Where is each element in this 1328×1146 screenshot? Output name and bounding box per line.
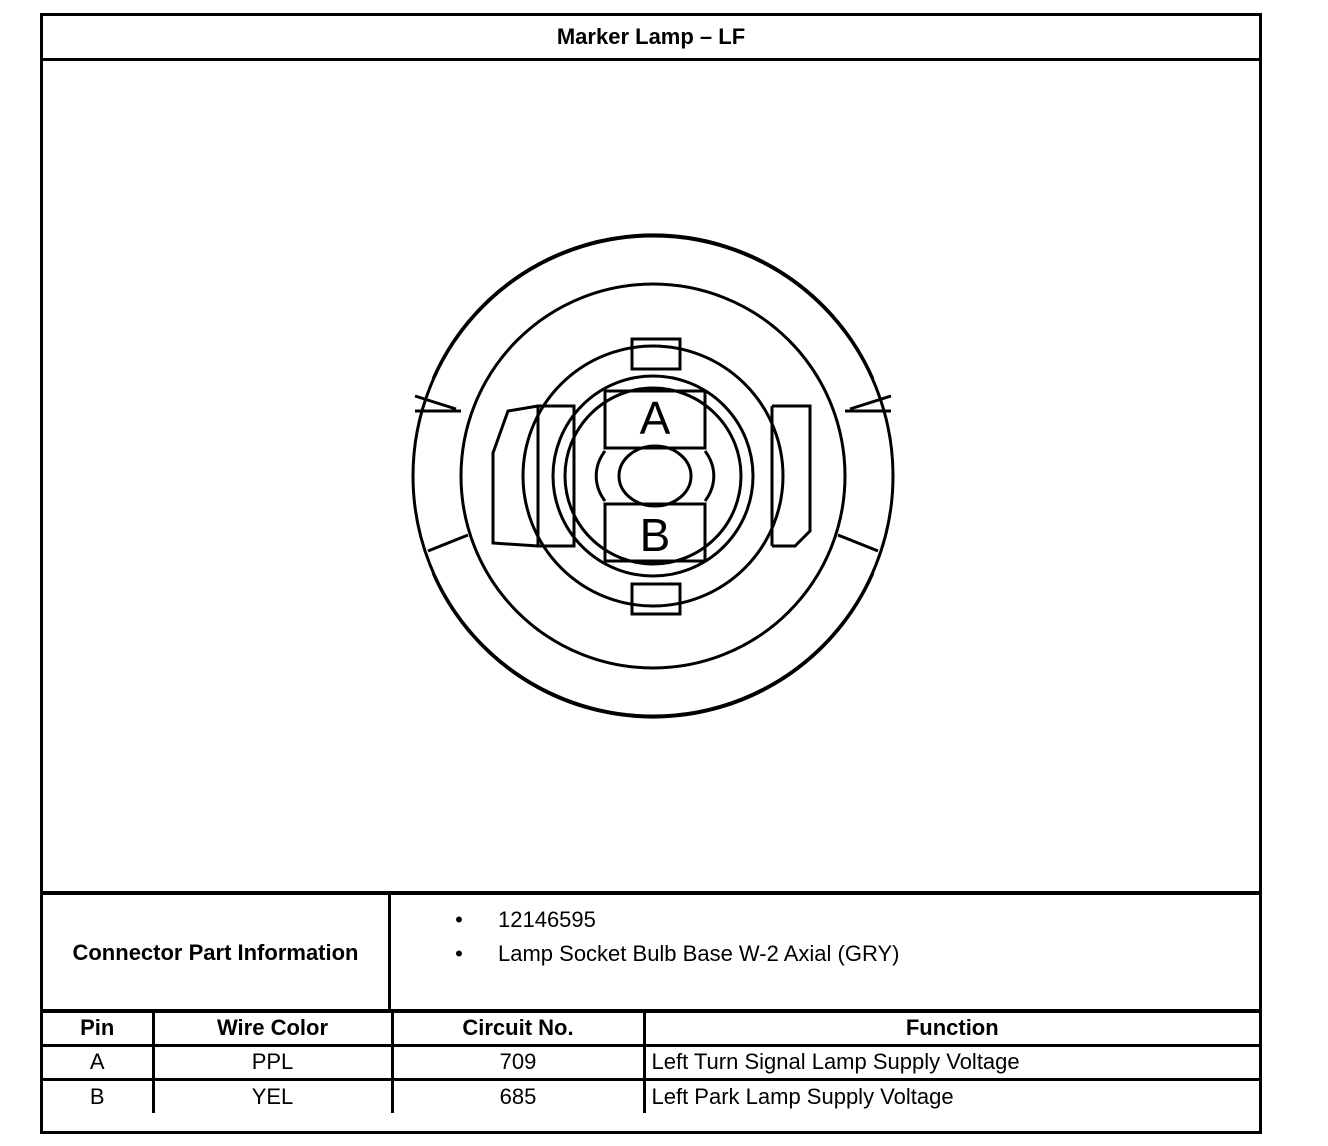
part-info-item [391,905,1259,939]
pin-table-header [43,1011,1259,1045]
center-contact [619,446,691,506]
bullet-icon: • [455,907,463,932]
right-side-key [772,406,810,546]
part-info-list [391,895,1259,1020]
cell-wire-color: YEL [153,1079,392,1113]
cell-pin: B [43,1079,153,1113]
table-row [43,1079,1259,1113]
connector-sheet [40,13,1262,1134]
cell-circuit: 709 [392,1045,644,1079]
inner-housing-ring [461,284,845,668]
part-number: 12146595 [498,907,596,932]
bottom-lock-arc-left-end [428,535,468,551]
top-lock-arc-left-end [415,396,456,409]
cell-function: Left Park Lamp Supply Voltage [644,1079,1259,1113]
bottom-lock-arc [433,573,873,717]
pin-label-a: A [639,392,671,444]
pin-label-b: B [639,509,671,561]
pin-table [43,1009,1259,1113]
cell-pin: A [43,1045,153,1079]
left-key-block [538,406,574,546]
bullet-icon: • [455,941,463,966]
connector-diagram [43,61,1259,891]
sheet-title: Marker Lamp – LF [43,16,1259,61]
connector-part-info [43,891,1259,1010]
part-info-label: Connector Part Information [43,895,391,1010]
part-description: Lamp Socket Bulb Base W-2 Axial (GRY) [498,941,900,966]
top-notch [632,339,680,369]
cell-wire-color: PPL [153,1045,392,1079]
table-row [43,1045,1259,1079]
center-contact-outer [596,451,714,501]
bottom-lock-arc-right-end [838,535,878,551]
connector-face-drawing [43,61,1259,891]
part-info-item [391,939,1259,973]
header-wire-color: Wire Color [153,1011,392,1045]
top-lock-arc [433,235,873,379]
header-function: Function [644,1011,1259,1045]
outer-housing-ring [413,236,893,716]
cell-function: Left Turn Signal Lamp Supply Voltage [644,1045,1259,1079]
bottom-notch [632,584,680,614]
socket-ring [523,346,783,606]
header-pin: Pin [43,1011,153,1045]
header-circuit: Circuit No. [392,1011,644,1045]
top-lock-arc-right-end [850,396,891,409]
cell-circuit: 685 [392,1079,644,1113]
